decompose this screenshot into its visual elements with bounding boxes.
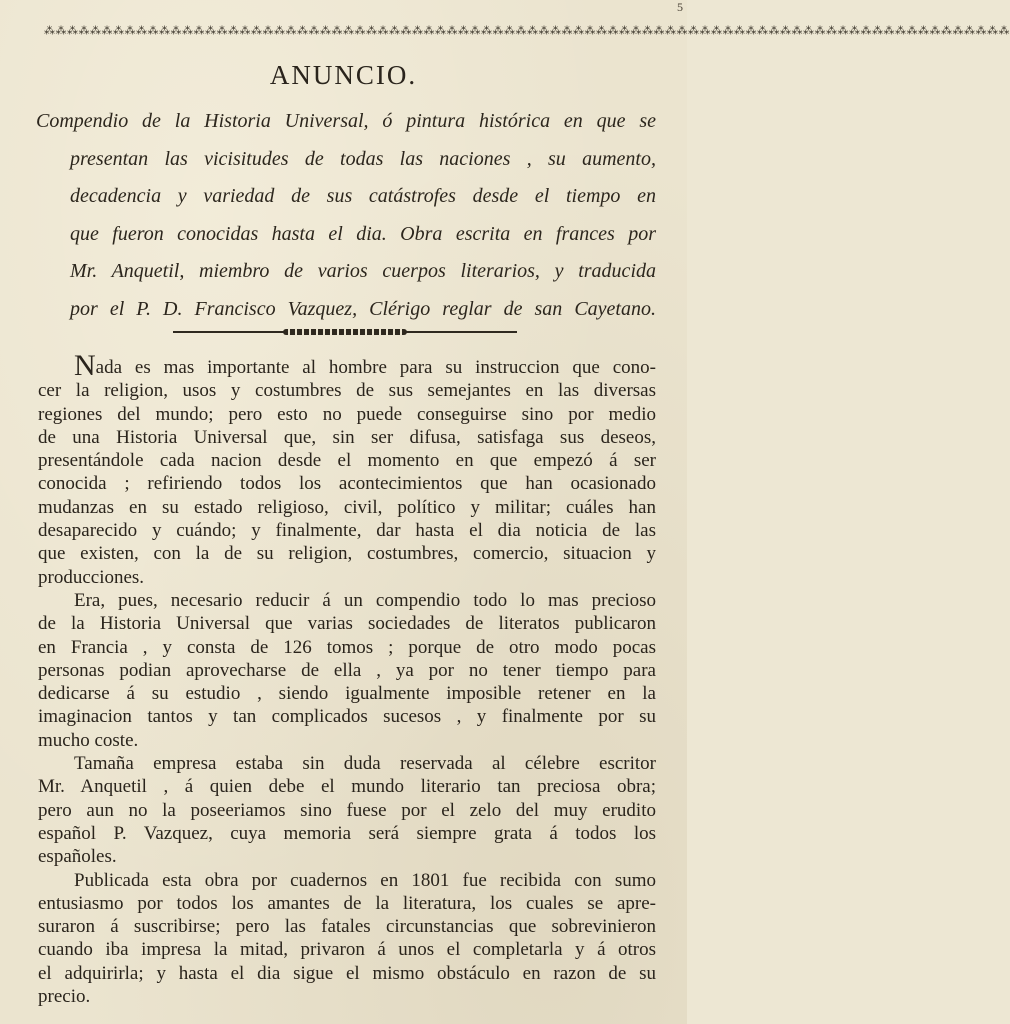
page-title: ANUNCIO. [269,60,418,90]
paragraph [38,752,656,868]
paragraph [38,349,656,589]
paragraph-line: Mr. Anquetil , á quien debe el mundo literario tan preciosa obra; [38,776,656,798]
paragraph-line: en Francia , y consta de 126 tomos ; porque de otro modo pocas [38,636,656,658]
paragraph-line: español P. Vazquez, cuya memoria será siempre grata á todos los [38,822,656,844]
paragraph [38,869,656,1009]
paragraph-line: mudanzas en su estado religioso, civil, político y militar; cuáles han [38,496,656,518]
paragraph-line: de una Historia Universal que, sin ser difusa, satisfaga sus deseos, [38,426,656,448]
paragraph-line: personas podian aprovecharse de ella , ya por no tener tiempo para [38,659,656,681]
paragraph-line [38,349,656,382]
subtitle-line: decadencia y variedad de sus catástrofes desde el tiempo en [70,185,656,207]
paragraph-line: dedicarse á su estudio , siendo igualmente imposible retener en la [38,683,656,705]
paragraph-line: cuando iba impresa la mitad, privaron á unos el completarla y á otros [38,939,656,961]
paragraph-line: suraron á suscribirse; pero las fatales circunstancias que sobrevinieron [38,916,656,938]
drop-cap: N [74,349,96,382]
body-text [38,349,656,1008]
subtitle-block [36,103,656,328]
first-line-text: ada es mas importante al hombre para su instruccion que cono- [95,357,656,378]
paragraph-line: regiones del mundo; pero esto no puede conseguirse sino por medio [38,403,656,425]
paragraph-line: de la Historia Universal que varias sociedades de literatos publicaron [38,613,656,635]
paragraph-line: pero aun no la poseeriamos sino fuese por el zelo del muy erudito [38,799,656,821]
paragraph-line: entusiasmo por todos los amantes de la literatura, los cuales se apre- [38,892,656,914]
paragraph [38,589,656,752]
paragraph-line: Era, pues, necesario reducir á un compendio todo lo mas precioso [74,589,656,611]
paragraph-line: Tamaña empresa estaba sin duda reservada al célebre escritor [74,753,656,775]
paragraph-line: precio. [38,986,91,1008]
paragraph-line: presentándole cada nacion desde el momento en que empezó á ser [38,450,656,472]
paragraph-line: mucho coste. [38,729,139,751]
paragraph-line: producciones. [38,566,145,588]
paragraph-line: desaparecido y cuándo; y finalmente, dar hasta el dia noticia de las [38,520,656,542]
paragraph-line: españoles. [38,846,117,868]
divider-ornament [283,329,407,335]
subtitle-line: Compendio de la Historia Universal, ó pintura histórica en que se [36,110,656,132]
paragraph-line: imaginacion tantos y tan complicados sucesos , y finalmente por su [38,706,656,728]
paragraph-line: Publicada esta obra por cuadernos en 1801 fue recibida con sumo [74,869,656,891]
subtitle-line: por el P. D. Francisco Vazquez, Clérigo reglar de san Cayetano. [70,297,656,320]
subtitle-line: presentan las vicisitudes de todas las naciones , su aumento, [70,147,656,170]
ornamental-divider [173,329,517,335]
paragraph-line: cer la religion, usos y costumbres de sus semejantes en las diversas [38,380,656,402]
ornament-border: ⁂⁂⁂⁂⁂⁂⁂⁂⁂⁂⁂⁂⁂⁂⁂⁂⁂⁂⁂⁂⁂⁂⁂⁂⁂⁂⁂⁂⁂⁂⁂⁂⁂⁂⁂⁂⁂⁂⁂⁂⁂⁂⁂⁂⁂⁂⁂⁂⁂⁂⁂⁂⁂⁂⁂⁂⁂⁂⁂⁂⁂⁂⁂⁂⁂⁂⁂⁂⁂⁂⁂⁂⁂⁂⁂⁂⁂⁂⁂⁂⁂⁂⁂⁂ [44,24,1010,37]
subtitle-line: Mr. Anquetil, miembro de varios cuerpos literarios, y traducida [70,260,656,282]
paragraph-line: que existen, con la de su religion, costumbres, comercio, situacion y [38,543,656,565]
subtitle-line: que fueron conocidas hasta el dia. Obra escrita en frances por [70,222,656,245]
paragraph-line: el adquirirla; y hasta el dia sigue el mismo obstáculo en razon de su [38,962,656,984]
paragraph-line: conocida ; refiriendo todos los acontecimientos que han ocasionado [38,473,656,495]
page-number: 5 [677,0,683,14]
